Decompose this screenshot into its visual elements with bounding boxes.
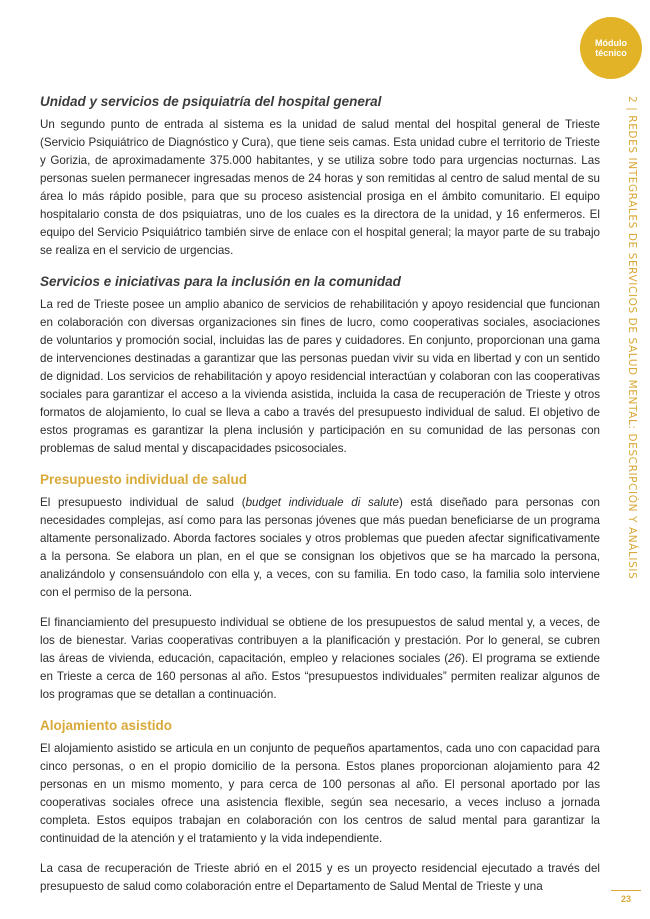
section-title: Unidad y servicios de psiquiatría del hospital general — [40, 94, 382, 109]
section-individual-budget — [40, 472, 600, 704]
section-hospital-psychiatry — [40, 94, 600, 260]
text-run: El financiamiento del presupuesto individual se obtiene de los presupuestos de salud mental y, a veces, de los de bienestar. Varias cooperativas contribuyen a la planificación y prestación. Por lo general, se cubren las áreas de vivienda, educación, capacitación, empleo y relaciones sociales ( — [40, 616, 600, 665]
badge-line-2: técnico — [595, 48, 627, 58]
italic-term: budget individuale di salute — [245, 496, 399, 509]
paragraph: El alojamiento asistido se articula en un conjunto de pequeños apartamentos, cada uno con capacidad para cinco personas, o en el propio domicilio de la persona. Estos planes proporcionan alojamiento para 42 personas en un mismo momento, y para cerca de 100 personas al año. El personal aportado por las cooperativas sociales ofrece una asistencia flexible, según sea necesario, a veces incluso a jornada completa. Estos equipos trabajan en colaboración con los centros de salud mental para garantizar la continuidad de la atención y el tratamiento y la vida independiente. — [40, 742, 600, 845]
section-community-inclusion — [40, 274, 600, 458]
page-content — [40, 94, 600, 896]
badge-line-1: Módulo — [595, 38, 627, 48]
section-assisted-housing — [40, 718, 600, 896]
side-chapter-heading: 2 | REDES INTEGRALES DE SERVICIOS DE SALUD MENTAL: DESCRIPCIÓN Y ANÁLISIS — [626, 96, 638, 580]
text-run: ). El programa se extiende en Trieste a cerca de 160 personas al año. Estos “presupuestos individuales” permiten realizar algunos de los programas que se detallan a continuación. — [40, 652, 600, 701]
page-number: 23 — [611, 890, 641, 904]
text-run: El presupuesto individual de salud ( — [40, 496, 246, 509]
paragraph: La red de Trieste posee un amplio abanico de servicios de rehabilitación y apoyo residencial que funcionan en colaboración con diversas organizaciones sin fines de lucro, como cooperativas sociales, asociaciones de voluntarios y promoción social, incluidas las de pares y cuidadores. En conjunto, proporcionan una gama de intervenciones destinadas a garantizar que las personas puedan vivir su vida en libertad y con un sentido de dignidad. Los servicios de rehabilitación y apoyo residencial interactúan y colaboran con las cooperativas sociales para garantizar el acceso a la vivienda asistida, incluida la casa de recuperación de Trieste y otros formatos de alojamiento, lo cual se lleva a cabo a través del presupuesto individual de salud. El objetivo de estos programas es garantizar la plena inclusión y participación en su comunidad de las personas con problemas de salud mental y discapacidades psicosociales. — [40, 298, 600, 455]
section-title: Servicios e iniciativas para la inclusión en la comunidad — [40, 274, 401, 289]
section-title: Alojamiento asistido — [40, 718, 173, 733]
paragraph: Un segundo punto de entrada al sistema es la unidad de salud mental del hospital general de Trieste (Servicio Psiquiátrico de Diagnóstico y Cura), que tiene seis camas. Esta unidad cubre el territorio de Trieste y Gorizia, de aproximadamente 375.000 habitantes, y se utiliza sobre todo para urgencias nocturnas. Las personas suelen permanecer ingresadas menos de 24 horas y son remitidas al centro de salud mental de su área lo más rápido posible, para que su proceso asistencial prosiga en el ámbito comunitario. El equipo hospitalario consta de dos psiquiatras, uno de los cuales es la directora de la unidad, y 16 enfermeros. El equipo del Servicio Psiquiátrico también sirve de enlace con el hospital general; la mayor parte de su trabajo se realiza en el servicio de urgencias. — [40, 118, 600, 257]
text-run: ) está diseñado para personas con necesidades complejas, así como para las personas jóvenes que más puedan beneficiarse de un programa altamente personalizado. Aborda factores sociales y otros problemas que pueden afectar significativamente a la persona. Se elabora un plan, en el que se consignan los objetivos que se ha marcado la persona, analizándolo y consensuándolo con ella y, a veces, con su familia. En todo caso, la familia solo interviene con el permiso de la persona. — [40, 496, 600, 599]
paragraph: La casa de recuperación de Trieste abrió en el 2015 y es un proyecto residencial ejecutado a través del presupuesto de salud como colaboración entre el Departamento de Salud Mental de Trieste y una — [40, 862, 600, 893]
citation-reference: 26 — [448, 652, 462, 665]
section-title: Presupuesto individual de salud — [40, 472, 248, 487]
module-badge — [580, 17, 642, 79]
paragraph — [40, 494, 600, 602]
paragraph — [40, 614, 600, 704]
